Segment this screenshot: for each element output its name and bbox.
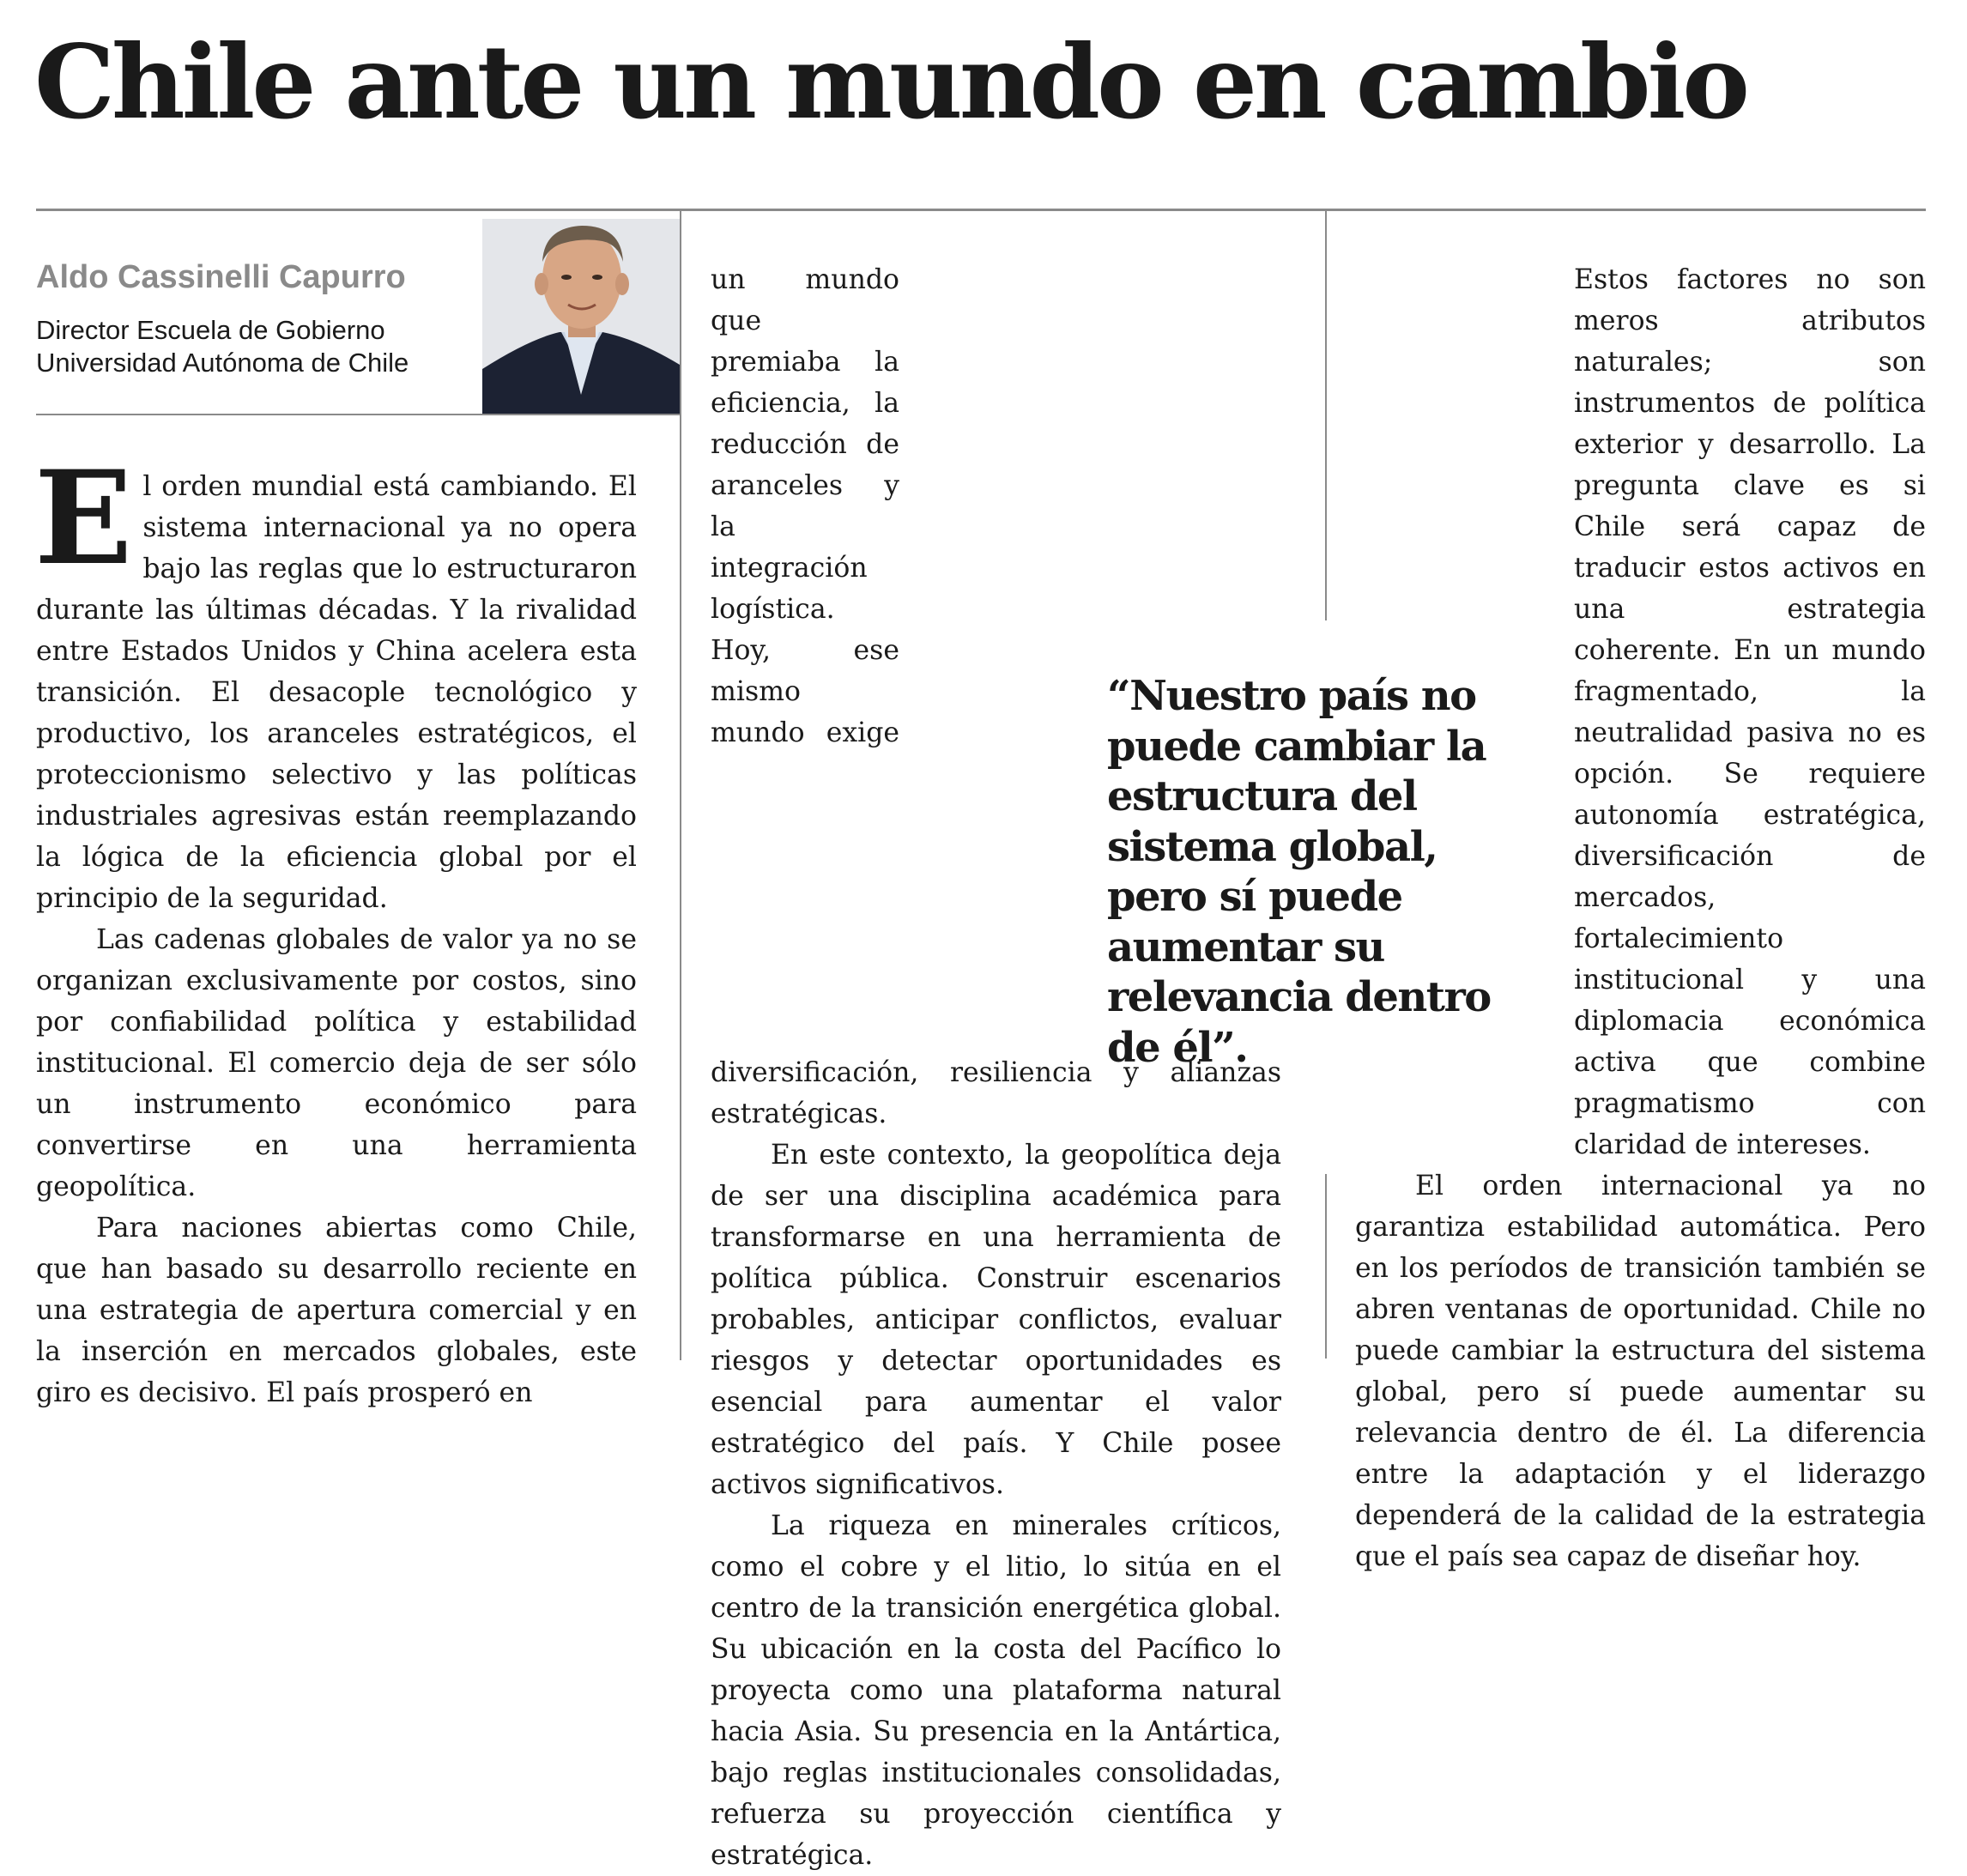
author-portrait-illustration (482, 219, 680, 414)
paragraph: Las cadenas globales de valor ya no se organizan exclusivamente por costos, sino por confiabilidad política y estabilidad institucional. El comercio deja de ser sólo un instrumento económico para convertirse en una herramienta geopolítica. (36, 924, 637, 1202)
paragraph (34, 443, 637, 919)
paragraph: un mundo que premiaba la eficiencia, la reducción de aranceles y la integración logística. Hoy, ese mismo mundo exige diversificación, resiliencia y alianzas estratégicas. (711, 264, 1281, 1129)
author-affiliation-line: Universidad Autónoma de Chile (36, 348, 409, 378)
pull-quote-line: aumentar su (1107, 923, 1384, 971)
paragraph: Para naciones abiertas como Chile, que han basado su desarrollo reciente en una estrategia de apertura comercial y en la inserción en mercados globales, este giro es decisivo. El país prosperó en (36, 1213, 637, 1408)
pull-quote-line: “Nuestro país no (1107, 672, 1476, 720)
column-divider (680, 210, 681, 1360)
author-name: Aldo Cassinelli Capurro (36, 259, 406, 295)
column-divider (1325, 1174, 1327, 1359)
pull-quote (1107, 671, 1519, 1073)
column-divider (1325, 210, 1327, 620)
dropcap: E (34, 443, 133, 594)
pull-quote-line: relevancia dentro (1107, 973, 1491, 1021)
paragraph: Estos factores no son meros atributos naturales; son instrumentos de política exterior y desarrollo. La pregunta clave es si Chile será capaz de traducir estos activos en una estrategia coherente. En un mundo fragmentado, la neutralidad pasiva no es opción. Se requiere autonomía estratégica, diversificación de mercados, fortalecimiento institucional y una diplomacia económica activa que combine pragmatismo con claridad de intereses. (1574, 264, 1926, 1160)
headline: Chile ante un mundo en cambio (34, 22, 1746, 142)
paragraph: En este contexto, la geopolítica deja de ser una disciplina académica para transformarse en una herramienta de política pública. Construir escenarios probables, anticipar conflictos, evaluar riesgos y detectar oportunidades es esencial para aumentar el valor estratégico del país. Y Chile posee activos significativos. (711, 1140, 1281, 1500)
paragraph-text: l orden mundial está cambiando. El sistema internacional ya no opera bajo las reglas que lo estructuraron durante las últimas décadas. Y la rivalidad entre Estados Unidos y China acelera esta transición. El desacople tecnológico y productivo, los aranceles estratégicos, el proteccionismo selectivo y las políticas industriales agresivas están reemplazando la lógica de la eficiencia global por el principio de la seguridad. (36, 471, 637, 914)
author-role (36, 314, 409, 379)
pull-quote-line: estructura del (1107, 772, 1417, 820)
paragraph: El orden internacional ya no garantiza estabilidad automática. Pero en los períodos de transición también se abren ventanas de oportunidad. Chile no puede cambiar la estructura del sistema global, pero sí puede aumentar su relevancia dentro de él. La diferencia entre la adaptación y el liderazgo dependerá de la calidad de la estrategia que el país sea capaz de diseñar hoy. (1355, 1171, 1926, 1572)
pull-quote-line: sistema global, (1107, 822, 1437, 871)
author-photo (482, 219, 680, 414)
article-column-1 (34, 443, 637, 1413)
byline-rule (36, 414, 680, 415)
pull-quote-line: pero sí puede (1107, 873, 1402, 921)
pull-quote-line: de él”. (1107, 1023, 1248, 1072)
pull-quote-line: puede cambiar la (1107, 722, 1486, 771)
top-rule (36, 209, 1926, 211)
paragraph: La riqueza en minerales críticos, como el cobre y el litio, lo sitúa en el centro de la transición energética global. Su ubicación en la costa del Pacífico lo proyecta como una plataforma natural hacia Asia. Su presencia en la Antártica, bajo reglas institucionales consolidadas, refuerza su proyección científica y estratégica. (711, 1510, 1281, 1871)
author-role-line: Director Escuela de Gobierno (36, 315, 385, 345)
